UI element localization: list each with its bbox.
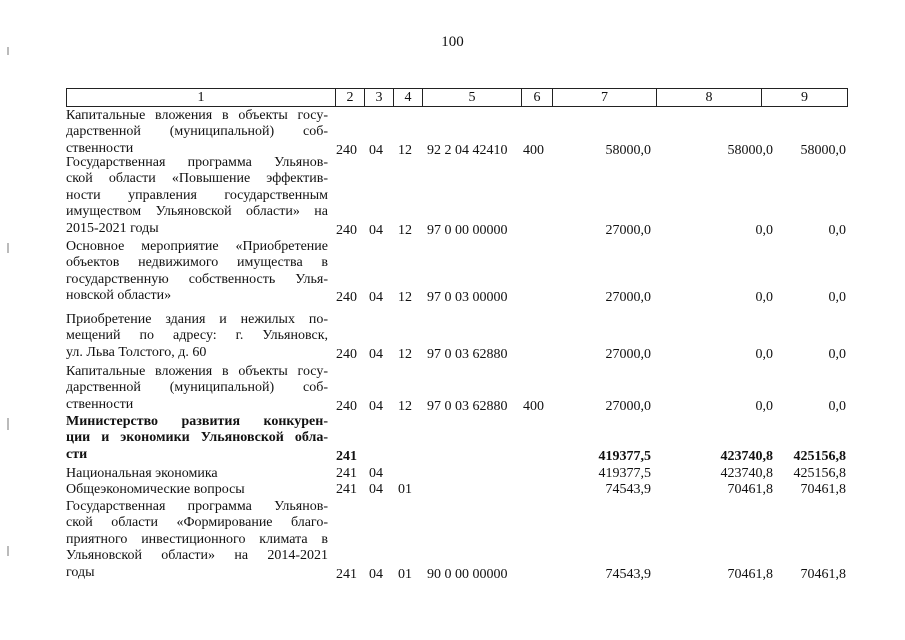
cell-c9: 0,0 (828, 223, 846, 238)
row-name-line: ности управления государственным (66, 187, 328, 203)
row-name-line: приятного инвестиционного климата в (66, 531, 328, 547)
cell-c8: 70461,8 (727, 567, 773, 582)
cell-c4: 12 (398, 143, 412, 158)
cell-c4: 12 (398, 399, 412, 414)
scan-mark (7, 47, 9, 55)
cell-c6: 400 (523, 399, 544, 414)
cell-c7: 27000,0 (605, 399, 651, 414)
row-name (66, 364, 328, 413)
cell-c7: 74543,9 (605, 567, 651, 582)
row-name-line: ции и экономики Ульяновской обла- (66, 430, 328, 446)
row-name-line: Министерство развития конкурен- (66, 414, 328, 429)
row-name-line: мещений по адресу: г. Ульяновск, (66, 328, 328, 344)
row-name-line: Капитальные вложения в объекты госу- (66, 364, 328, 379)
row-name (66, 239, 328, 305)
cell-c7: 419377,5 (598, 449, 651, 464)
row-name-line: ской области «Повышение эффектив- (66, 171, 328, 187)
row-name-line: сти (66, 446, 88, 462)
row-name-line: ственности (66, 396, 134, 412)
scan-mark (7, 418, 9, 430)
cell-c3: 04 (369, 482, 383, 497)
header-col-2: 2 (335, 88, 365, 107)
row-name-line: 2015-2021 годы (66, 220, 159, 236)
cell-c9: 70461,8 (800, 567, 846, 582)
row-name (66, 482, 328, 498)
cell-c8: 0,0 (755, 290, 773, 305)
cell-c2: 240 (336, 399, 357, 414)
cell-c3: 04 (369, 223, 383, 238)
cell-c9: 0,0 (828, 290, 846, 305)
cell-c8: 423740,8 (720, 449, 773, 464)
cell-c3: 04 (369, 466, 383, 481)
header-col-6: 6 (521, 88, 553, 107)
header-col-8: 8 (656, 88, 762, 107)
row-name (66, 499, 328, 581)
row-name (66, 155, 328, 237)
cell-c4: 01 (398, 567, 412, 582)
row-name-line: Приобретение здания и нежилых по- (66, 312, 328, 327)
header-col-5: 5 (422, 88, 522, 107)
row-name-line: дарственной (муниципальной) соб- (66, 124, 328, 140)
cell-c3: 04 (369, 290, 383, 305)
cell-c3: 04 (369, 567, 383, 582)
row-name (66, 414, 328, 463)
row-name-line: Государственная программа Ульянов- (66, 499, 328, 514)
cell-c4: 01 (398, 482, 412, 497)
cell-c8: 70461,8 (727, 482, 773, 497)
cell-c7: 419377,5 (598, 466, 651, 481)
row-name-line: Ульяновской области» на 2014-2021 (66, 548, 328, 564)
cell-c7: 27000,0 (605, 347, 651, 362)
row-name (66, 108, 328, 157)
cell-c4: 12 (398, 347, 412, 362)
row-name-line: Основное мероприятие «Приобретение (66, 239, 328, 254)
row-name-line: ул. Льва Толстого, д. 60 (66, 344, 207, 360)
cell-c7: 27000,0 (605, 223, 651, 238)
cell-c5: 97 0 00 00000 (427, 223, 508, 238)
cell-c5: 97 0 03 62880 (427, 347, 508, 362)
cell-c9: 70461,8 (800, 482, 846, 497)
row-name-line: имуществом Ульяновской области» на (66, 204, 328, 220)
header-col-9: 9 (761, 88, 848, 107)
cell-c9: 425156,8 (793, 466, 846, 481)
cell-c5: 97 0 03 00000 (427, 290, 508, 305)
cell-c3: 04 (369, 347, 383, 362)
cell-c5: 90 0 00 00000 (427, 567, 508, 582)
cell-c8: 58000,0 (727, 143, 773, 158)
cell-c9: 58000,0 (800, 143, 846, 158)
row-name-line: новской области» (66, 288, 172, 304)
cell-c2: 241 (336, 482, 357, 497)
cell-c2: 241 (336, 466, 357, 481)
row-name (66, 466, 328, 482)
cell-c9: 0,0 (828, 399, 846, 414)
header-col-1: 1 (66, 88, 336, 107)
cell-c8: 0,0 (755, 223, 773, 238)
cell-c3: 04 (369, 143, 383, 158)
cell-c5: 92 2 04 42410 (427, 143, 508, 158)
page-number: 100 (441, 34, 464, 50)
cell-c7: 58000,0 (605, 143, 651, 158)
cell-c4: 12 (398, 223, 412, 238)
row-name-line: Национальная экономика (66, 466, 218, 481)
header-col-7: 7 (552, 88, 657, 107)
row-name-line: Общеэкономические вопросы (66, 482, 245, 497)
cell-c5: 97 0 03 62880 (427, 399, 508, 414)
scan-mark (7, 546, 9, 556)
cell-c2: 240 (336, 143, 357, 158)
cell-c8: 423740,8 (720, 466, 773, 481)
cell-c2: 241 (336, 567, 357, 582)
cell-c7: 74543,9 (605, 482, 651, 497)
cell-c4: 12 (398, 290, 412, 305)
row-name-line: объектов недвижимого имущества в (66, 255, 328, 271)
row-name-line: государственную собственность Улья- (66, 271, 328, 287)
cell-c3: 04 (369, 399, 383, 414)
cell-c2: 241 (336, 449, 357, 464)
row-name-line: Государственная программа Ульянов- (66, 155, 328, 170)
row-name (66, 312, 328, 361)
row-name-line: Капитальные вложения в объекты госу- (66, 108, 328, 123)
row-name-line: годы (66, 564, 95, 580)
cell-c6: 400 (523, 143, 544, 158)
cell-c8: 0,0 (755, 347, 773, 362)
row-name-line: дарственной (муниципальной) соб- (66, 380, 328, 396)
row-name-line: ственности (66, 140, 134, 156)
cell-c2: 240 (336, 347, 357, 362)
scan-mark (7, 243, 9, 253)
cell-c9: 0,0 (828, 347, 846, 362)
cell-c7: 27000,0 (605, 290, 651, 305)
cell-c8: 0,0 (755, 399, 773, 414)
row-name-line: ской области «Формирование благо- (66, 515, 328, 531)
cell-c9: 425156,8 (793, 449, 846, 464)
header-col-3: 3 (364, 88, 394, 107)
header-col-4: 4 (393, 88, 423, 107)
cell-c2: 240 (336, 290, 357, 305)
cell-c2: 240 (336, 223, 357, 238)
